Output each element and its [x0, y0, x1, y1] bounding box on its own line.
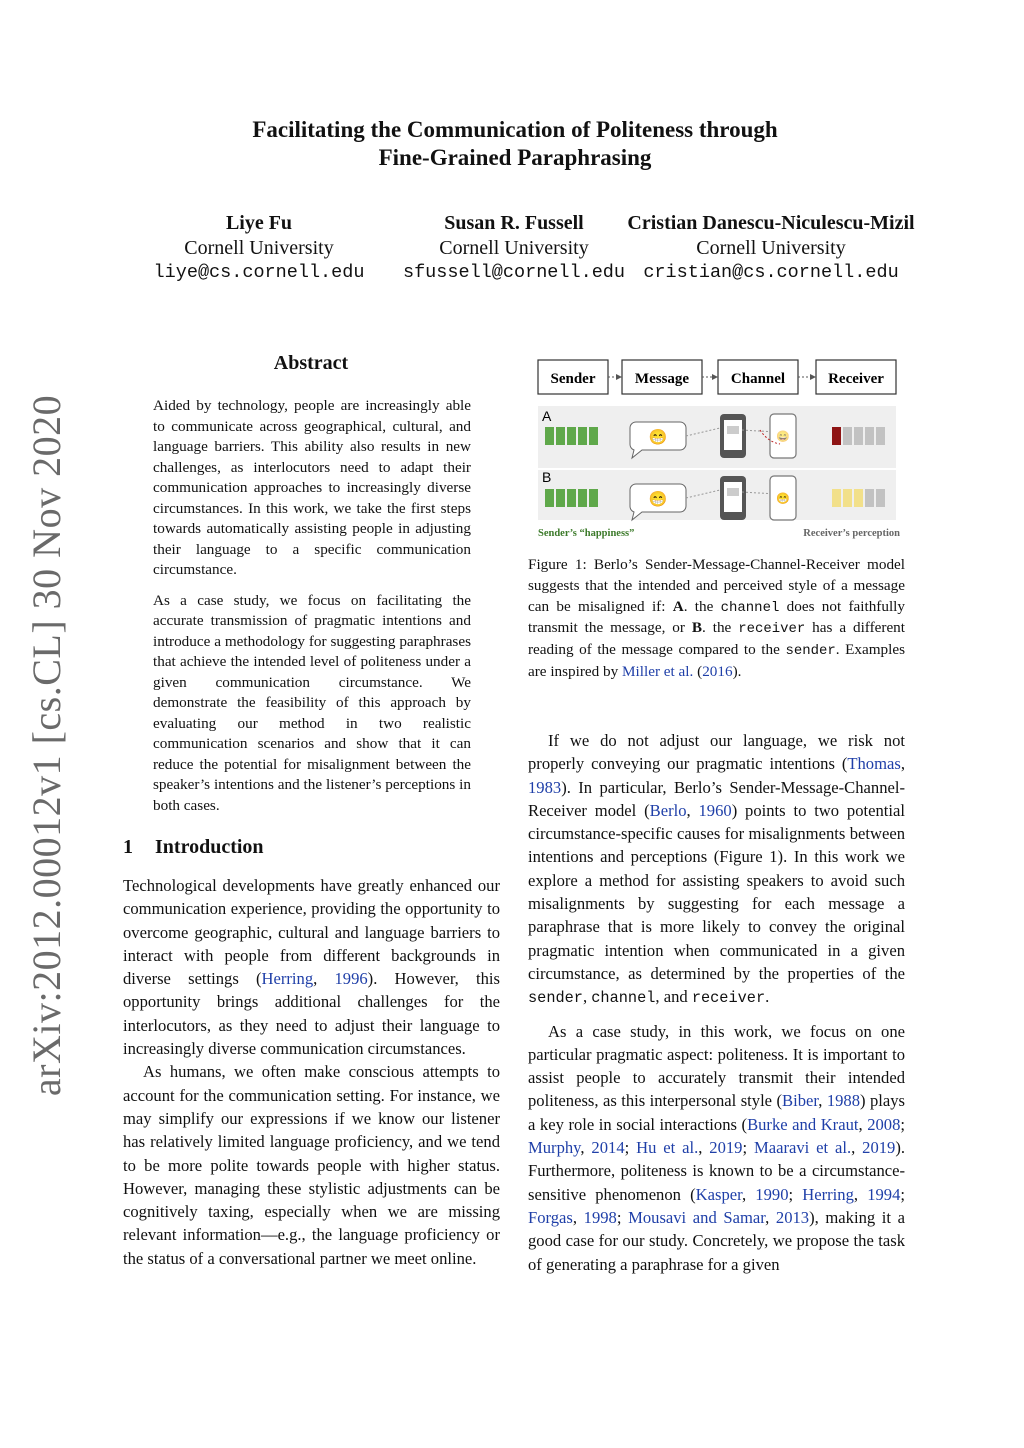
author-affiliation: Cornell University — [696, 237, 846, 259]
right-paragraph-2 — [528, 1020, 905, 1276]
channel-phone-b-icon — [720, 476, 746, 520]
scenario-b-label: B — [542, 469, 552, 485]
channel-phone-a-icon — [720, 414, 746, 458]
text-run: , — [580, 1138, 592, 1158]
receiver-perception-bars-b — [832, 489, 885, 507]
code-term: channel — [720, 599, 780, 616]
citation-link[interactable]: 2019 — [862, 1138, 896, 1158]
text-run: , and — [655, 987, 692, 1007]
text-run: Technological developments have greatly enhanced our communication experience, providing the opportunity to overcome geographic, cultural and language barriers to interact with people from different backgrounds in diverse settings ( — [123, 876, 500, 989]
grinning-emoji-icon: 😁 — [648, 492, 668, 508]
citation-link[interactable]: Maaravi et al. — [753, 1138, 852, 1158]
citation-link[interactable]: Hu et al. — [636, 1138, 699, 1158]
text-run: ). In particular, Berlo’s Sender-Message-Channel-Receiver model ( — [528, 777, 905, 820]
message-box — [622, 360, 702, 394]
text-run: , — [900, 754, 905, 774]
text-run: . — [765, 987, 770, 1007]
section-title: Introduction — [155, 836, 264, 858]
abstract-paragraph-1: Aided by technology, people are increasingly able to communicate across geographical, cultural, and language barriers. This ability also results in new challenges, as interlocutors need to adapt their communication approaches to increasingly diverse circumstances. In this work, we take the first steps towards automatically assisting people in adjusting their language to a specific communication circumstance. — [153, 397, 471, 578]
text-run: If we do not adjust our language, we risk not properly conveying our pragmatic intentions ( — [528, 731, 905, 774]
citation-link[interactable]: 2014 — [591, 1138, 625, 1158]
citation-link[interactable]: 2013 — [775, 1207, 810, 1227]
text-run: . the — [702, 619, 739, 637]
citation-link[interactable]: Mousavi and Samar — [628, 1207, 766, 1227]
text-run: . Examples are inspired by — [528, 641, 905, 680]
author-name: Cristian Danescu-Niculescu-Mizil — [627, 212, 915, 234]
paper-title — [120, 116, 910, 172]
grinning-emoji-icon: 😁 — [648, 430, 668, 446]
arxiv-identifier — [12, 394, 82, 1096]
author-3 — [627, 210, 915, 286]
text-run: , — [853, 1184, 868, 1204]
text-run: ( — [693, 662, 703, 680]
citation-author: Herring — [261, 969, 314, 989]
text-run: ; — [900, 1184, 905, 1204]
citation-year: 1996 — [334, 969, 368, 989]
section-heading-introduction — [123, 836, 264, 859]
code-term: receiver — [738, 621, 806, 638]
text-run: ). Furthermore, politeness is known to be a circumstance-sensitive phenomenon ( — [528, 1138, 906, 1204]
sender-happiness-bars-a — [545, 427, 598, 445]
citation-link[interactable] — [262, 969, 368, 988]
caption-label-a: A — [672, 597, 684, 615]
text-run: . the — [683, 597, 721, 615]
title-line-2: Fine-Grained Paraphrasing — [378, 145, 652, 170]
citation-link[interactable]: Miller et al. — [622, 662, 694, 680]
author-affiliation: Cornell University — [439, 237, 589, 259]
text-run: , — [582, 987, 592, 1007]
code-term: receiver — [691, 989, 766, 1008]
text-run: Figure 1: Berlo’s Sender-Message-Channel-Receiver model suggests that the intended and perceived style of a message can be misaligned if: — [528, 556, 905, 615]
citation-link[interactable]: 1960 — [698, 800, 732, 820]
text-run: does not faithfully transmit the message, or — [528, 597, 905, 637]
text-run: , — [818, 1091, 827, 1111]
faded-emoji-icon: 😄 — [776, 431, 790, 443]
message-box-label: Message — [634, 371, 690, 387]
author-email[interactable]: cristian@cs.cornell.edu — [643, 262, 899, 283]
citation-link[interactable]: Biber — [782, 1091, 819, 1111]
figure-1-caption — [528, 555, 905, 683]
citation-link[interactable]: Berlo — [649, 800, 687, 820]
citation-link[interactable]: Burke and Kraut — [747, 1114, 859, 1134]
citation-link[interactable]: Kasper — [695, 1184, 742, 1204]
author-1 — [138, 210, 380, 286]
receiver-box — [816, 360, 896, 394]
citation-link[interactable]: 1990 — [755, 1184, 789, 1204]
code-term: channel — [591, 989, 656, 1008]
intro-paragraph-1 — [123, 874, 500, 1060]
text-run: ). — [732, 662, 742, 680]
text-run: , — [698, 1138, 710, 1158]
text-run: ; — [624, 1138, 637, 1158]
sender-happiness-label: Sender’s “happiness” — [538, 528, 635, 539]
citation-link[interactable]: Herring — [802, 1184, 854, 1204]
grinning-emoji-small-icon: 😁 — [776, 493, 790, 505]
citation-link[interactable]: 2008 — [867, 1114, 901, 1134]
text-run: ), making it a good case for our study. Concretely, we propose the task of generating a paraphrase for a given — [528, 1207, 906, 1274]
citation-link[interactable]: Thomas — [847, 754, 901, 774]
intro-left-column — [123, 874, 500, 1270]
citation-link[interactable]: 1998 — [583, 1207, 617, 1227]
abstract-heading: Abstract — [273, 352, 349, 374]
text-run: , — [858, 1114, 868, 1134]
title-line-1: Facilitating the Communication of Politeness through — [252, 117, 778, 142]
author-name: Susan R. Fussell — [444, 212, 584, 234]
text-run: ) points to two potential circumstance-specific causes for misalignments between intentions and perceptions (Figure 1). In this work we explore a method for assisting speakers to avoid such misalignments by suggesting for each message a paraphrase that is more likely to convey the original pragmatic intention when communicated in a given circumstance, as determined by the properties of the — [528, 800, 905, 983]
text-run: , — [572, 1207, 584, 1227]
author-email[interactable]: liye@cs.cornell.edu — [153, 262, 365, 283]
text-run: has a different reading of the message compared to the — [528, 619, 905, 659]
text-run: , — [686, 800, 699, 820]
author-affiliation: Cornell University — [184, 237, 334, 259]
text-run: , — [741, 1184, 756, 1204]
right-paragraph-1 — [528, 729, 905, 1011]
code-term: sender — [528, 989, 583, 1008]
author-2 — [388, 210, 640, 286]
caption-label-b: B — [691, 619, 703, 637]
receiver-perception-bars-a — [832, 427, 885, 445]
arxiv-identifier-text: arXiv:2012.00012v1 [cs.CL] 30 Nov 2020 — [24, 394, 70, 1096]
sender-happiness-bars-b — [545, 489, 598, 507]
receiver-box-label: Receiver — [828, 371, 884, 387]
text-run: ; — [900, 1114, 906, 1134]
receiver-perception-label: Receiver’s perception — [803, 528, 900, 539]
text-run: ; — [742, 1138, 754, 1158]
code-term: sender — [785, 643, 836, 660]
author-email[interactable]: sfussell@cornell.edu — [402, 262, 626, 283]
citation-link[interactable]: Forgas — [528, 1207, 573, 1227]
channel-box — [718, 360, 798, 394]
intro-right-column — [528, 729, 905, 1285]
channel-box-label: Channel — [730, 371, 786, 387]
text-run: ; — [788, 1184, 803, 1204]
citation-link[interactable]: 2019 — [709, 1138, 743, 1158]
receiver-phone-a-icon — [770, 414, 796, 458]
section-number: 1 — [123, 836, 133, 858]
text-run: ; — [616, 1207, 629, 1227]
author-name: Liye Fu — [225, 212, 293, 234]
citation-link[interactable]: 1994 — [867, 1184, 901, 1204]
abstract-paragraph-2: As a case study, we focus on facilitating the accurate transmission of pragmatic intentions and introduce a methodology for suggesting paraphrases that achieve the intended level of politeness under a given communication circumstance. We demonstrate the feasibility of this approach by evaluating our method in two realistic communication scenarios and show that it can reduce the potential for misalignment between the speaker’s intentions and the listener’s perceptions in both cases. — [153, 591, 471, 814]
citation-link[interactable]: 2016 — [702, 662, 733, 680]
citation-link[interactable]: Murphy — [528, 1138, 581, 1158]
figure-1 — [528, 352, 905, 544]
text-run: As a case study, in this work, we focus on one particular pragmatic aspect: politeness. It is important to assist people to accurately transmit their intended politeness, as this interpersonal style ( — [528, 1021, 905, 1111]
citation-link[interactable]: 1983 — [528, 777, 562, 797]
abstract-body — [153, 396, 471, 826]
text-run: ) plays a key role in social interactions ( — [528, 1091, 906, 1134]
citation-link[interactable]: 1988 — [826, 1091, 861, 1111]
sender-box-label: Sender — [550, 371, 596, 387]
smcr-diagram — [528, 352, 905, 544]
scenario-a-label: A — [542, 408, 552, 424]
text-run: , — [851, 1138, 863, 1158]
text-run: ). However, this opportunity brings additional challenges for the interlocutors, as they need to adjust their language to increasingly diverse communication circumstances. — [123, 969, 500, 1059]
sender-box — [538, 360, 608, 394]
receiver-phone-b-icon — [770, 476, 796, 520]
text-run: , — [765, 1207, 776, 1227]
citation-sep: , — [313, 969, 335, 989]
intro-paragraph-2: As humans, we often make conscious attempts to account for the communication setting. For instance, we may simplify our expressions if we know our listener has relatively limited language proficiency, and we tend to be more polite towards people with higher status. However, managing these stylistic adjustments can be cognitively taxing, especially when we are missing relevant information—e.g., the language proficiency or the status of a conversational partner we meet online. — [123, 1062, 500, 1268]
